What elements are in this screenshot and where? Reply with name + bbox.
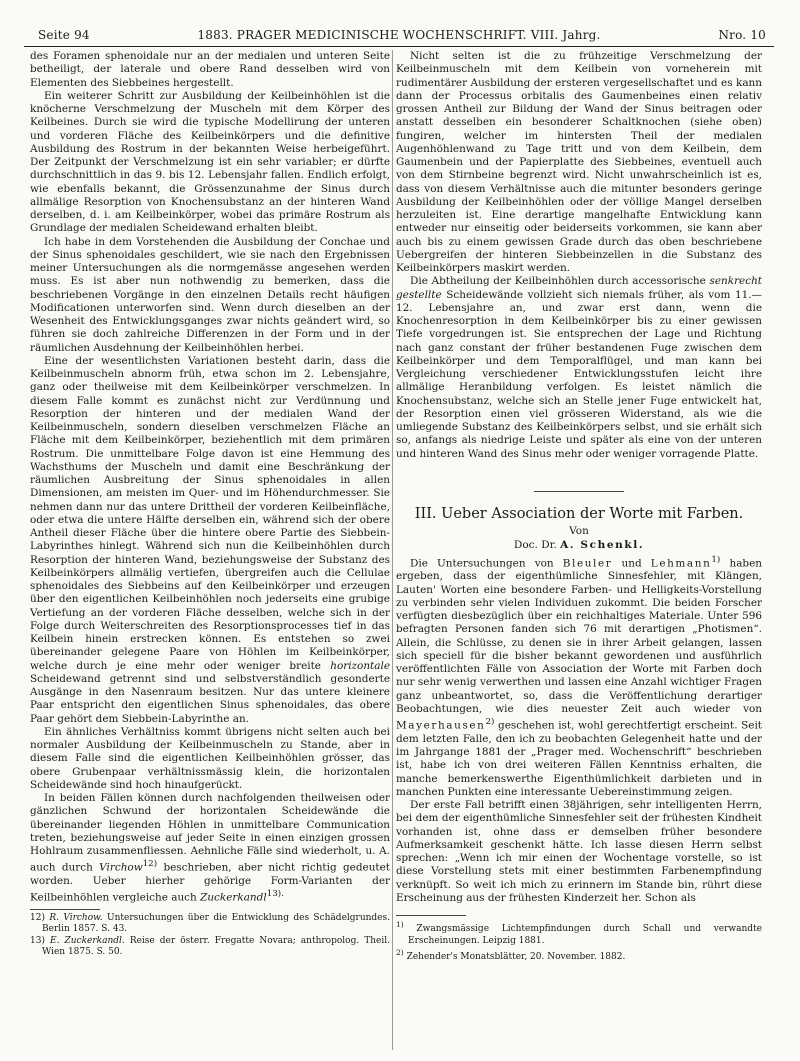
ref-12: 12): [142, 859, 158, 870]
byline-von: Von: [569, 524, 589, 537]
footnote-2-text: Zehender's Monatsblätter, 20. November. 1882.: [406, 951, 626, 962]
name-bleuler: Bleuler: [562, 557, 613, 570]
page-number: Seite 94: [38, 28, 90, 42]
left-paragraph-6: [30, 792, 390, 905]
author-name: A. Schenkl.: [560, 538, 645, 551]
right-paragraph-2-start: Die Abtheilung der Keilbeinhöhlen durch accessorische: [410, 275, 706, 288]
p3-c: geschehen ist, wohl gerechtfertigt erscheint. Seit dem letzten Falle, den ich zu beobachten Gelegenheit hatte und der im Jahrgange 1881 der „Prager med. Wochenschrift“ beschrieben ist, habe ich von drei weiteren Fällen Kenntniss erhalten, die manche bemerkenswerthe Eigenthümlichkeit darbieten und in manchen Punkten eine interessante Uebereinstimmung zeigen.: [396, 719, 762, 798]
footnote-13: [30, 936, 390, 959]
right-paragraph-4: Der erste Fall betrifft einen 38jährigen, sehr intelligenten Herrn, bei dem der eigenthümliche Sinnesfehler seit der frühesten Kindheit vorhanden ist, ohne dass er demselben früher besondere Aufmerksamkeit geschenkt hätte. Ich lasse diesen Herrn selbst sprechen: „Wenn ich mir einen der Wochentage vorstelle, so ist diese Vorstellung stets mit einer bestimmten Farbenempfindung verknüpft. So weit ich mich zu erinnern im Stande bin, rührt diese Erscheinung aus der frühesten Kinderzeit her. Schon als: [396, 799, 762, 904]
left-paragraph-2: Ein weiterer Schritt zur Ausbildung der Keilbeinhöhlen ist die knöcherne Verschmelzung der Muscheln mit dem Körper des Keilbeines. Durch sie wird die typische Modellirung der unteren und vorderen Fläche des Keilbeinkörpers und die definitive Ausbildung des Rostrum in der bekannten Weise herbeigeführt. Der Zeitpunkt der Verschmelzung ist ein sehr variabler; er dürfte durchschnittlich in das 9. bis 12. Lebensjahr fallen. Endlich erfolgt, wie ebenfalls bekannt, die Grössenzunahme der Sinus durch allmälige Resorption von Knochensubstanz an der hinteren Wand derselben, d. i. am Keilbeinkörper, wobei das primäre Rostrum als Grundlage der medialen Scheidewand erhalten bleibt.: [30, 89, 390, 235]
p3-und: und: [621, 557, 642, 570]
left-paragraph-6-mid: beschrieben, aber nicht richtig gedeutet worden. Ueber hierher gehörige Form-Varianten der Keilbeinhöhlen vergleiche auch: [30, 861, 390, 904]
footnote-1: [396, 919, 762, 947]
footnote-13-num: 13): [30, 935, 45, 946]
footnote-1-text: Zwangsmässige Lichtempfindungen durch Schall und verwandte Erscheinungen. Leipzig 1881.: [408, 924, 762, 946]
left-paragraph-5: Ein ähnliches Verhältniss kommt übrigens nicht selten auch bei normaler Ausbildung der Keilbeinmuscheln zu Stande, aber in diesem Falle sind die eigentlichen Keilbeinhöhlen grösser, das obere Grubenpaar verhältnissmässig klein, die horizontalen Scheidewände sind hoch hinaufgerückt.: [30, 725, 390, 791]
left-paragraph-4-tail: Scheidewand getrennt sind und selbstverständlich gesonderte Ausgänge in den Nasenraum besitzen. Nur das untere kleinere Paar entspricht den eigentlichen Sinus sphenoidales, das obere Paar gehört dem Siebbein-Labyrinthe an.: [30, 672, 390, 725]
footnote-12-text: Untersuchungen über die Entwicklung des Schädelgrundes. Berlin 1857. S. 43.: [42, 912, 390, 935]
citation-virchow: Virchow: [99, 861, 143, 874]
section-rule: [534, 491, 624, 492]
citation-zuckerkandl: Zuckerkandl: [200, 891, 267, 904]
footnote-2: [396, 947, 762, 963]
left-paragraph-4-text: Eine der wesentlichsten Variationen besteht darin, dass die Keilbeinmuscheln abnorm früh, etwa schon im 2. Lebensjahre, ganz oder theilweise mit dem Keilbeinkörper verschmelzen. In diesem Falle kommt es zunächst nicht zur Verdünnung und Resorption der hinteren und der medialen Wand der Keilbeinmuscheln, sondern dieselben verschmelzen Fläche an Fläche mit dem Keilbeinkörper, beziehentlich mit dem primären Rostrum. Die unmittelbare Folge davon ist eine Hemmung des Wachsthums der Muscheln und damit eine Beschränkung der räumlichen Ausbreitung der Sinus sphenoidales in allen Dimensionen, am meisten im Quer- und im Höhendurchmesser. Sie nehmen dann nur das untere Drittheil der vorderen Keilbeinfläche, oder etwa die untere Hälfte derselben ein, während sich der obere Antheil dieser Fläche über die hintere obere Partie des Siebbein-Labyrinthes hinlegt. Während sich nun die Keilbeinhöhlen durch Resorption der hinteren Wand, beziehungsweise der Substanz des Keilbeinkörpers allmälig vertiefen, übergreifen auch die Cellulae sphenoidales des Siebbeins auf den Keilbeinkörper und erzeugen über den eigentlichen Keilbeinhöhlen noch jederseits eine grubige Vertiefung an der vorderen Fläche desselben, welche sich in der Folge durch Weiterschreiten des Resorptionsprocesses tief in das Keilbein hinein erstrecken können. Es entstehen so zwei übereinander gelegene Paare von Höhlen im Keilbeinkörper, welche durch je eine mehr oder weniger breite: [30, 354, 390, 672]
p3-b: haben ergeben, dass der eigenthümliche Sinnesfehler, mit Klängen, Lauten' Worten eine besondere Farben- und Helligkeits-Vorstellung zu verbinden sehr vielen Individuen zukommt. Die beiden Forscher verfügten diesbezüglich über ein reichhaltiges Materiale. Unter 596 befragten Personen fanden sich 76 mit derartigen „Photismen“. Allein, die Schlüsse, zu denen sie in ihrer Arbeit gelangen, lassen sich speciell für die bisher bekannt gewordenen und ausführlich veröffentlichten Fälle von Association der Worte mit Farben doch nur sehr wenig verwerthen und lassen eine Anzahl wichtiger Fragen ganz unbeantwortet, so, dass die Veröffentlichung derartiger Beobachtungen, wie dies neuester Zeit auch wieder von: [396, 557, 762, 715]
page-header: [24, 26, 774, 44]
left-paragraph-3: Ich habe in dem Vorstehenden die Ausbildung der Conchae und der Sinus sphenoidales geschildert, wie sie nach den Ergebnissen meiner Untersuchungen als die normgemässe angesehen werden muss. Es ist aber nun nothwendig zu bemerken, dass die beschriebenen Vorgänge in den einzelnen Details recht häufigen Modificationen unterworfen sind. Wenn durch dieselben an der Wesenheit des Entwicklungsganges zwar nichts geändert wird, so führen sie doch zahlreiche Differenzen in der Form und in der räumlichen Ausdehnung der Keilbeinhöhlen herbei.: [30, 235, 390, 354]
left-paragraph-6-text: In beiden Fällen können durch nachfolgenden theilweisen oder gänzlichen Schwund der horizontalen Scheidewände die übereinander liegenden Höhlen in unmittelbare Communication treten, beziehungsweise auf jeder Seite in einen einzigen grossen Hohlraum zusammenfliessen. Aehnliche Fälle sind wiederholt, u. A. auch durch: [30, 792, 390, 874]
right-paragraph-2: [396, 275, 762, 461]
footnote-12-author: R. Virchow.: [49, 912, 103, 923]
left-paragraph-1: des Foramen sphenoidale nur an der medialen und unteren Seite betheiligt, der laterale und obere Rand desselben wird von Elementen des Siebbeines hergestellt.: [30, 50, 390, 89]
ref-13: 13).: [266, 889, 284, 900]
italic-horizontale: horizontale: [330, 659, 390, 672]
p3-a: Die Untersuchungen von: [410, 557, 554, 570]
footnote-12-num: 12): [30, 912, 45, 923]
footnote-1-num: 1): [396, 920, 404, 930]
footnote-13-author: E. Zuckerkandl.: [50, 935, 125, 946]
ref-2: 2): [485, 717, 495, 728]
italic-senkrecht: senkrecht gestellte: [396, 275, 762, 301]
journal-title: 1883. PRAGER MEDICINISCHE WOCHENSCHRIFT. VIII. Jahrg.: [197, 28, 601, 42]
left-paragraph-4: [30, 355, 390, 726]
right-paragraph-1: Nicht selten ist die zu frühzeitige Verschmelzung der Keilbeinmuscheln mit dem Keilbein von vorneherein mit rudimentärer Ausbildung der ersteren vergesellschaftet und es kann dann der Processus orbitalis des Gaumenbeines einen relativ grossen Antheil zur Bildung der Wand der Sinus beitragen oder anstatt desselben ein besonderer Schaltknochen (siehe oben) fungiren, welcher im hintersten Theil der medialen Augenhöhlenwand zu Tage tritt und von dem Keilbein, dem Gaumenbein und der Papierplatte des Siebbeines, eventuell auch von dem Stirnbeine begrenzt wird. Nicht unwahrscheinlich ist es, dass von diesem Verhältnisse auch die mitunter besonders geringe Ausbildung der Keilbeinhöhlen oder der völlige Mangel derselben herzuleiten ist. Eine derartige mangelhafte Entwicklung kann entweder nur einseitig oder beiderseits vorkommen, sie kann aber auch bis zu einem gewissen Grade durch das oben beschriebene Uebergreifen der hinteren Siebbeinzellen in die Substanz des Keilbeinkörpers maskirt werden.: [396, 50, 762, 274]
byline-prefix: Doc. Dr.: [513, 538, 557, 551]
footnote-13-text: Reise der österr. Fregatte Novara; anthropolog. Theil. Wien 1875. S. 50.: [42, 935, 390, 957]
right-paragraph-2-rest: Scheidewände vollzieht sich niemals früher, als vom 11.—12. Lebensjahre an, und zwar erst dann, wenn die Knochenresorption in dem Keilbeinkörper bis zu einer gewissen Tiefe vorgedrungen ist. Sie entsprechen der Lage und Richtung nach ganz constant der früher bestandenen Fuge zwischen dem Keilbeinkörper und dem Temporalflügel, und man kann bei Vergleichung verschiedener Entwicklungsstufen leicht ihre allmälige Heranbildung verfolgen. Es leistet nämlich die Knochensubstanz, welche sich an Stelle jener Fuge entwickelt hat, der Resorption einen viel grösseren Widerstand, als wie die umliegende Substanz des Keilbeinkörpers selbst, und sie erhält sich so, anfangs als niedrige Leiste und später als eine von der unteren und hinteren Wand des Sinus mehr oder weniger vorragende Platte.: [396, 288, 762, 460]
name-lehmann: Lehmann: [650, 557, 712, 570]
byline-author: [396, 538, 762, 552]
footnote-2-num: 2): [396, 947, 404, 957]
footnote-rule-left: [30, 909, 100, 910]
left-column: [30, 50, 390, 955]
header-rule: [24, 46, 774, 47]
footnote-12: [30, 913, 390, 936]
footnote-rule-right: [396, 915, 466, 916]
right-column: [396, 50, 762, 1050]
column-divider: [392, 50, 393, 1050]
right-paragraph-3: [396, 554, 762, 799]
issue-number: Nro. 10: [718, 28, 766, 42]
ref-1: 1): [711, 554, 721, 565]
name-mayerhausen: Mayerhausen: [396, 719, 486, 732]
section-title: III. Ueber Association der Worte mit Farben.: [414, 505, 744, 522]
